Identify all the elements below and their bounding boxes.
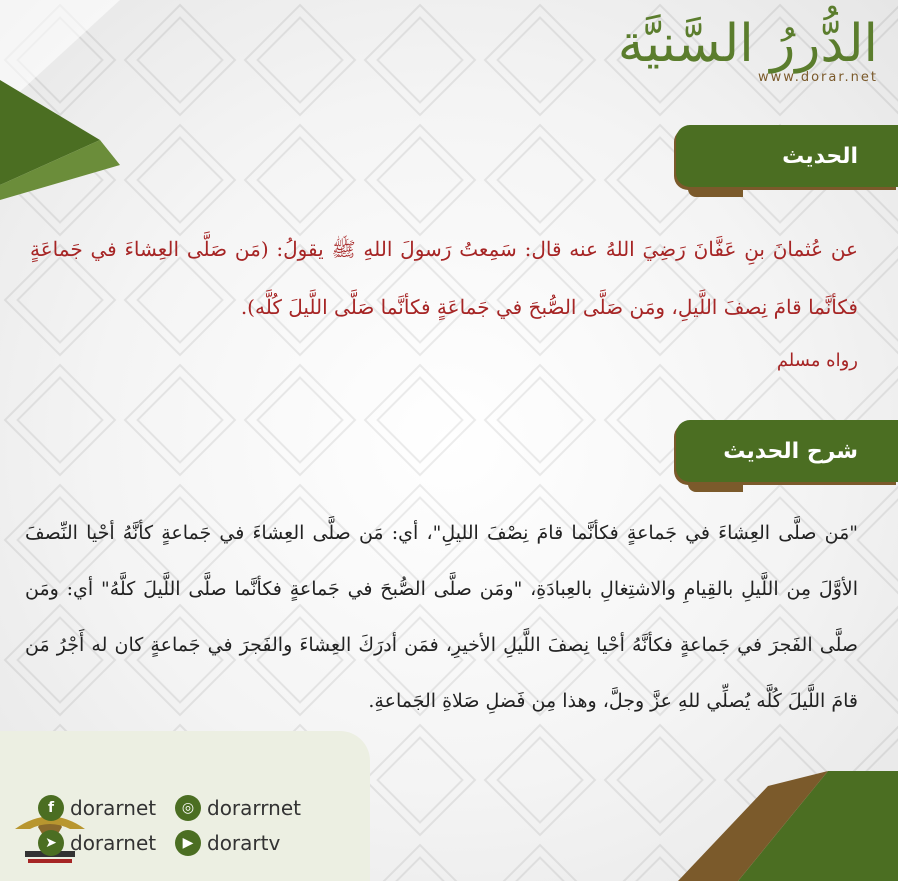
hadith-section-header xyxy=(676,125,898,187)
site-url: www.dorar.net xyxy=(758,70,878,85)
youtube-handle: dorartv xyxy=(207,831,281,855)
corner-decoration-bottom-right xyxy=(678,731,898,881)
hadith-text: عن عُثمانَ بنِ عَفَّانَ رَضِيَ اللهُ عنه قال: سَمِعتُ رَسولَ اللهِ ﷺ يقولُ: (مَن صَلَّى العِشاءَ في جَماعَةٍ فكأنَّما قامَ نِصفَ اللَّيلِ، ومَن صَلَّى الصُّبحَ في جَماعَةٍ فكأنَّما صَلَّى اللَّيلَ كُلَّه). xyxy=(30,237,858,319)
youtube-icon: ▶ xyxy=(175,830,201,856)
telegram-icon: ➤ xyxy=(38,830,64,856)
telegram-handle: dorarnet xyxy=(70,831,157,855)
instagram-link[interactable] xyxy=(175,795,301,821)
sharh-section-title: شرح الحديث xyxy=(723,438,858,464)
instagram-icon: ◎ xyxy=(175,795,201,821)
facebook-handle: dorarnet xyxy=(70,796,157,820)
youtube-link[interactable] xyxy=(175,830,280,856)
hadith-section-title: الحديث xyxy=(782,143,858,169)
logo-text: الدُّررُ السَّنيَّة xyxy=(617,14,878,74)
telegram-link[interactable] xyxy=(38,830,156,856)
facebook-icon: f xyxy=(38,795,64,821)
instagram-handle: dorarrnet xyxy=(207,796,301,820)
sharh-section-header xyxy=(676,420,898,482)
hadith-narrator: رواه مسلم xyxy=(776,350,858,371)
corner-decoration-top-left xyxy=(0,0,180,200)
facebook-link[interactable] xyxy=(38,795,156,821)
site-logo xyxy=(617,14,878,85)
sharh-text: "مَن صلَّى العِشاءَ في جَماعةٍ فكأنَّما قامَ نِصْفَ الليلِ"، أي: مَن صلَّى العِشاءَ في جَماعةٍ كأنَّهُ أحْيا النِّصفَ الأوَّلَ مِن اللَّيلِ بالقِيامِ والاشتِغالِ بالعِبادَةِ، "ومَن صلَّى الصُّبحَ في جَماعةٍ فكأنَّما صلَّى اللَّيلَ كلَّهُ" أي: ومَن صلَّى الفَجرَ في جَماعةٍ فكأنَّهُ أحْيا نِصفَ اللَّيلِ الأخيرِ، فمَن أدرَكَ العِشاءَ والفَجرَ في جَماعةٍ كان له أَجْرُ مَن قامَ اللَّيلَ كُلَّه يُصلِّي للهِ عزَّ وجلَّ، وهذا مِن فَضلِ صَلاةِ الجَماعةِ. xyxy=(25,522,858,712)
